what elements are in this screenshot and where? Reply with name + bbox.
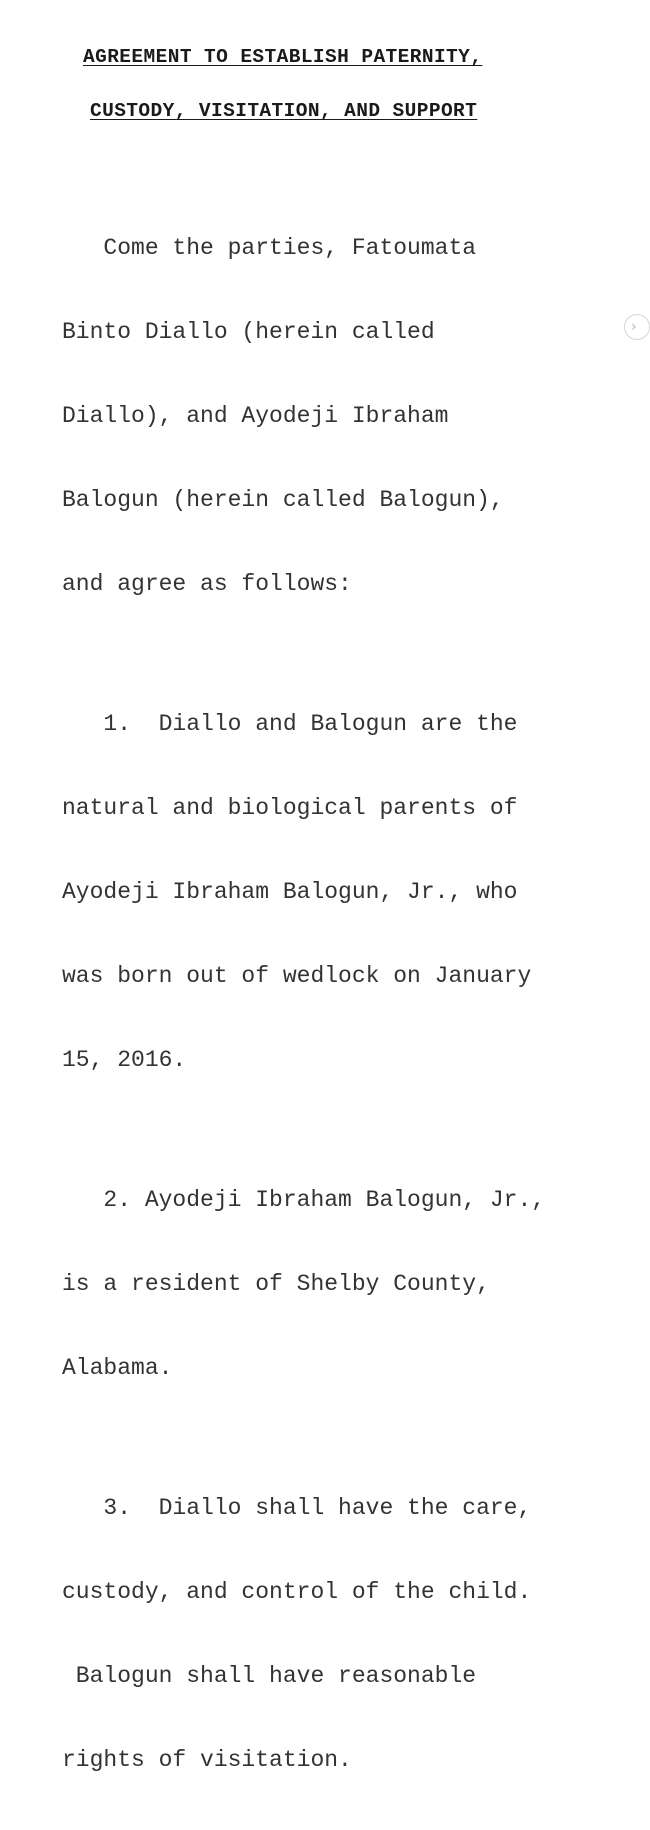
clause-1-line: Ayodeji Ibraham Balogun, Jr., who <box>62 879 518 905</box>
intro-line: Diallo), and Ayodeji Ibraham <box>62 403 449 429</box>
clause-2-line: 2. Ayodeji Ibraham Balogun, Jr., <box>62 1187 546 1213</box>
next-slide-button[interactable] <box>624 314 650 340</box>
clause-1-line: natural and biological parents of <box>62 795 518 821</box>
chevron-right-icon: › <box>631 319 637 335</box>
clause-3-line: custody, and control of the child. <box>62 1579 532 1605</box>
clause-3-line: rights of visitation. <box>62 1747 352 1773</box>
intro-line: Binto Diallo (herein called <box>62 319 435 345</box>
clause-2-line: Alabama. <box>62 1355 173 1381</box>
clause-1-line: 1. Diallo and Balogun are the <box>62 711 518 737</box>
clause-3-line: 3. Diallo shall have the care, <box>62 1495 532 1521</box>
clause-3-paragraph <box>62 1438 582 1830</box>
document-title-line-1: AGREEMENT TO ESTABLISH PATERNITY, <box>83 46 483 68</box>
intro-paragraph <box>62 178 582 654</box>
clause-3-line: Balogun shall have reasonable <box>62 1663 477 1689</box>
clause-1-line: 15, 2016. <box>62 1047 187 1073</box>
intro-line: and agree as follows: <box>62 571 352 597</box>
document-body <box>62 178 582 1830</box>
clause-2-paragraph <box>62 1130 582 1438</box>
clause-2-line: is a resident of Shelby County, <box>62 1271 490 1297</box>
clause-1-line: was born out of wedlock on January <box>62 963 532 989</box>
intro-line: Balogun (herein called Balogun), <box>62 487 504 513</box>
clause-1-paragraph <box>62 654 582 1130</box>
document-title-line-2: CUSTODY, VISITATION, AND SUPPORT <box>90 100 478 122</box>
intro-line: Come the parties, Fatoumata <box>62 235 477 261</box>
